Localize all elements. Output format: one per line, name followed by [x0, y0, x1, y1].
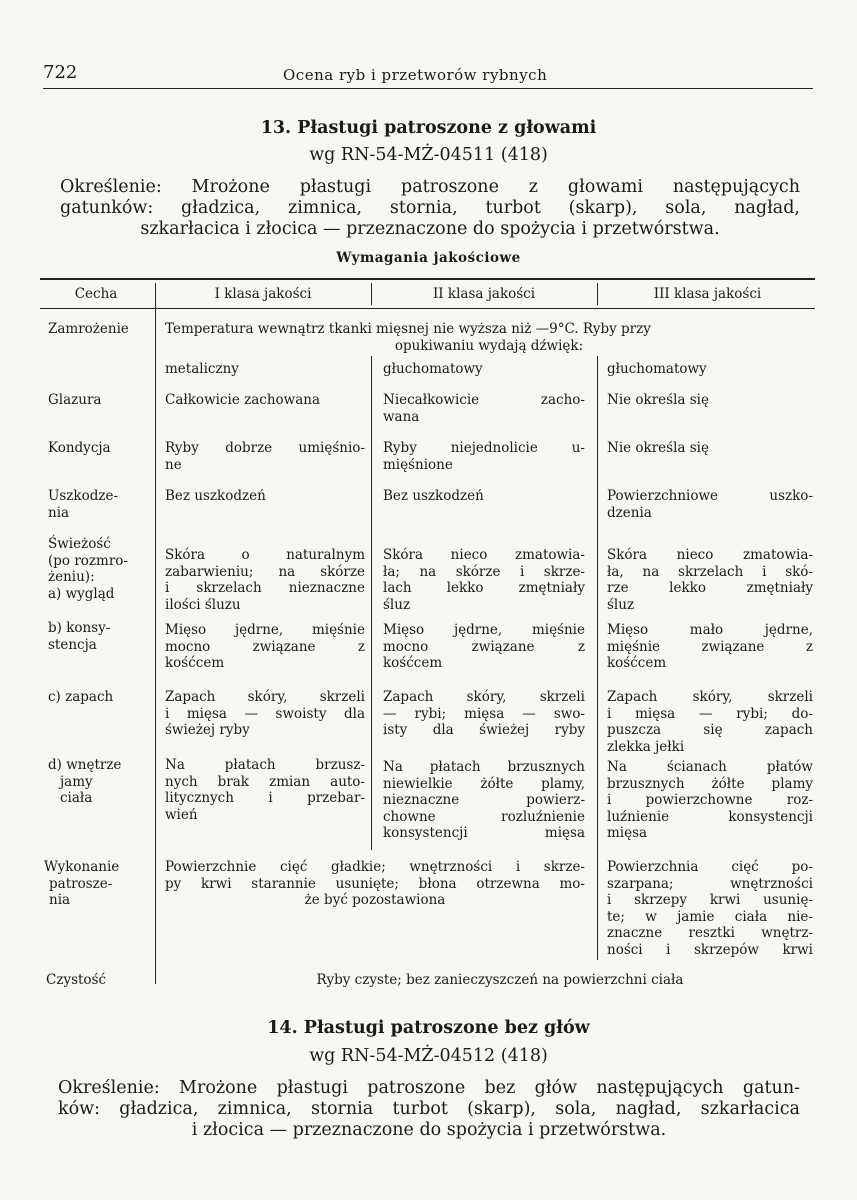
- cell-line: Ryby niejednolicie u-: [383, 440, 585, 456]
- uszkodzenia-class-2: Bez uszkodzeń: [383, 488, 484, 504]
- row-label-zamrozenie: Zamrożenie: [48, 321, 129, 337]
- cell-line: te; w jamie ciała nie-: [607, 908, 813, 925]
- table-divider: [155, 283, 156, 984]
- cell-line: konsystencji mięsa: [383, 825, 585, 841]
- zamrozenie-class-1: metaliczny: [165, 361, 239, 377]
- zamrozenie-span-text: [165, 321, 813, 354]
- uszkodzenia-class-3: [607, 488, 813, 521]
- cell-line: a) wygląd: [48, 585, 115, 602]
- konsystencja-class-3: [607, 622, 813, 672]
- cell-line: ne: [165, 456, 182, 473]
- cell-line: Niecałkowicie zacho-: [383, 392, 585, 408]
- cell-line: Zapach skóry, skrzeli: [165, 689, 365, 705]
- glazura-class-1: Całkowicie zachowana: [165, 392, 320, 408]
- cell-line: i mięsa — rybi; do-: [607, 705, 813, 722]
- cell-line: śluz: [383, 596, 411, 613]
- row-label-uszkodzenia: [48, 488, 118, 521]
- definition-line: ków: gładzica, zimnica, stornia turbot (skarp), sola, nagład, szkarłacica: [58, 1099, 800, 1119]
- cell-line: stencja: [48, 636, 97, 653]
- definition-line: Określenie: Mrożone płastugi patroszone z głowami następujących: [60, 177, 800, 197]
- table-divider: [597, 356, 598, 960]
- wnetrze-class-2: [383, 759, 585, 842]
- wyglad-class-1: [165, 547, 365, 613]
- cell-line: ła, na skrzelach i skó-: [607, 563, 813, 580]
- cell-line: Ryby dobrze umięśnio-: [165, 440, 365, 456]
- table-divider: [371, 356, 372, 850]
- definition-line: gatunków: gładzica, zimnica, stornia, turbot (skarp), sola, nagład,: [60, 198, 800, 218]
- cell-line: rze lekko zmętniały: [607, 580, 813, 596]
- wyglad-class-3: [607, 547, 813, 613]
- cell-line: jamy: [60, 773, 93, 790]
- cell-line: ciała: [60, 790, 93, 806]
- cell-line: dzenia: [607, 504, 652, 521]
- cell-line: luźnienie konsystencji: [607, 808, 813, 825]
- wnetrze-class-1: [165, 757, 365, 823]
- row-label-wnetrze: [48, 757, 121, 807]
- cell-line: patrosze-: [49, 875, 113, 892]
- cell-line: mięśnione: [383, 456, 453, 473]
- cell-line: Wykonanie: [44, 859, 120, 875]
- cell-line: wana: [383, 408, 420, 425]
- section-13-standard: wg RN-54-MŻ-04511 (418): [309, 145, 548, 165]
- column-header-class-1: I klasa jakości: [214, 286, 312, 302]
- cell-line: Mięso jędrne, mięśnie: [165, 622, 365, 638]
- cell-line: brzusznych żółte plamy: [607, 775, 813, 792]
- uszkodzenia-class-1: Bez uszkodzeń: [165, 488, 266, 504]
- cell-line: chowne rozluźnienie: [383, 808, 585, 825]
- cell-line: lach lekko zmętniały: [383, 580, 585, 596]
- row-label-kondycja: Kondycja: [48, 440, 111, 456]
- cell-line: Na płatach brzusz-: [165, 757, 365, 773]
- page-number: 722: [43, 62, 78, 83]
- cell-line: Temperatura wewnątrz tkanki mięsnej nie wyższa niż —9°C. Ryby przy: [165, 321, 651, 337]
- cell-line: i powierzchowne roz-: [607, 792, 813, 808]
- cell-line: opukiwaniu wydają dźwięk:: [394, 337, 584, 354]
- section-14-standard: wg RN-54-MŻ-04512 (418): [309, 1046, 548, 1066]
- cell-line: (po rozmro-: [48, 552, 128, 569]
- cell-line: śluz: [607, 596, 635, 613]
- cell-line: Powierzchnie cięć gładkie; wnętrzności i skrze-: [165, 859, 585, 875]
- konsystencja-class-1: [165, 622, 365, 672]
- row-label-wykonanie: [44, 859, 119, 909]
- zapach-class-3: [607, 689, 813, 755]
- cell-line: i mięsa — swoisty dla: [165, 705, 365, 722]
- cell-line: ności i skrzepów krwi: [607, 941, 813, 958]
- column-header-class-3: III klasa jakości: [653, 286, 762, 302]
- cell-line: Mięso jędrne, mięśnie: [383, 622, 585, 638]
- cell-line: znaczne resztki wnętrz-: [607, 925, 813, 941]
- cell-line: niewielkie żółte plamy,: [383, 775, 585, 792]
- zamrozenie-class-3: głuchomatowy: [607, 361, 707, 377]
- cell-line: Mięso mało jędrne,: [607, 622, 813, 638]
- cell-line: i skrzepy krwi usunię-: [607, 892, 813, 908]
- cell-line: Skóra o naturalnym: [165, 547, 365, 563]
- cell-line: ła; na skórze i skrze-: [383, 563, 585, 580]
- section-13-definition: [60, 177, 800, 240]
- cell-line: Zapach skóry, skrzeli: [383, 689, 585, 705]
- table-top-rule: [40, 278, 815, 280]
- cell-line: zlekka jełki: [607, 738, 685, 755]
- zamrozenie-class-2: głuchomatowy: [383, 361, 483, 377]
- page-header: [43, 62, 813, 89]
- cell-line: Świeżość: [48, 536, 111, 552]
- cell-line: py krwi starannie usunięte; błona otrzewna mo-: [165, 875, 585, 892]
- kondycja-class-3: Nie określa się: [607, 440, 709, 456]
- cell-line: Skóra nieco zmatowia-: [383, 547, 585, 563]
- running-head: Ocena ryb i przetworów rybnych: [283, 66, 548, 84]
- section-14-definition: [58, 1078, 800, 1141]
- cell-line: mięśnie związane z: [607, 638, 813, 655]
- definition-line: szkarłacica i złocica — przeznaczone do spożycia i przetwórstwa.: [140, 219, 720, 239]
- cell-line: puszcza się zapach: [607, 722, 813, 738]
- cell-line: zabarwieniu; na skórze: [165, 563, 365, 580]
- wyglad-class-2: [383, 547, 585, 613]
- cell-line: nia: [49, 892, 71, 908]
- glazura-class-2: [383, 392, 585, 425]
- row-label-glazura: Glazura: [48, 392, 102, 408]
- cell-line: żeniu):: [48, 569, 95, 585]
- cell-line: szarpana; wnętrzności: [607, 875, 813, 892]
- cell-line: ilości śluzu: [165, 596, 241, 613]
- konsystencja-class-2: [383, 622, 585, 672]
- row-label-wyglad: [48, 536, 128, 602]
- cell-line: nych brak zmian auto-: [165, 773, 365, 790]
- cell-line: kośćcem: [607, 655, 667, 671]
- glazura-class-3: Nie określa się: [607, 392, 709, 408]
- cell-line: Skóra nieco zmatowia-: [607, 547, 813, 563]
- zapach-class-2: [383, 689, 585, 739]
- definition-line: Określenie: Mrożone płastugi patroszone bez głów następujących gatun-: [58, 1078, 800, 1098]
- cell-line: mocno związane z: [165, 638, 365, 655]
- wykonanie-class-1-2: [165, 859, 585, 909]
- row-label-czystosc: Czystość: [46, 972, 107, 988]
- cell-line: Zapach skóry, skrzeli: [607, 689, 813, 705]
- cell-line: kośćcem: [383, 655, 443, 671]
- cell-line: świeżej ryby: [165, 722, 250, 738]
- cell-line: Powierzchnia cięć po-: [607, 859, 813, 875]
- column-header-cecha: Cecha: [74, 286, 118, 302]
- table-divider: [371, 283, 372, 305]
- cell-line: mięsa: [607, 825, 648, 841]
- cell-line: — rybi; mięsa — swo-: [383, 705, 585, 722]
- czystosc-span-text: Ryby czyste; bez zanieczyszczeń na powierzchni ciała: [316, 972, 684, 988]
- row-label-zapach: c) zapach: [48, 689, 114, 705]
- kondycja-class-1: [165, 440, 365, 473]
- row-label-konsystencja: [48, 620, 110, 653]
- cell-line: Powierzchniowe uszko-: [607, 488, 813, 504]
- kondycja-class-2: [383, 440, 585, 473]
- cell-line: kośćcem: [165, 655, 225, 671]
- requirements-title: Wymagania jakościowe: [336, 250, 521, 266]
- cell-line: litycznych i przebar-: [165, 790, 365, 806]
- wnetrze-class-3: [607, 759, 813, 842]
- cell-line: mocno związane z: [383, 638, 585, 655]
- section-13-title: 13. Płastugi patroszone z głowami: [260, 118, 597, 138]
- cell-line: d) wnętrze: [48, 757, 122, 773]
- cell-line: nia: [48, 504, 70, 521]
- cell-line: Na płatach brzusznych: [383, 759, 585, 775]
- cell-line: Uszkodze-: [48, 488, 119, 504]
- cell-line: że być pozostawiona: [304, 892, 446, 908]
- cell-line: b) konsy-: [48, 620, 111, 636]
- zapach-class-1: [165, 689, 365, 739]
- cell-line: Na ścianach płatów: [607, 759, 813, 775]
- table-divider: [597, 283, 598, 305]
- column-header-class-2: II klasa jakości: [432, 286, 536, 302]
- cell-line: nieznaczne powierz-: [383, 792, 585, 808]
- cell-line: i skrzelach nieznaczne: [165, 580, 365, 596]
- cell-line: isty dla świeżej ryby: [383, 722, 585, 738]
- wykonanie-class-3: [607, 859, 813, 958]
- cell-line: wień: [165, 806, 198, 823]
- section-14-title: 14. Płastugi patroszone bez głów: [267, 1018, 590, 1038]
- definition-line: i złocica — przeznaczone do spożycia i przetwórstwa.: [191, 1120, 667, 1140]
